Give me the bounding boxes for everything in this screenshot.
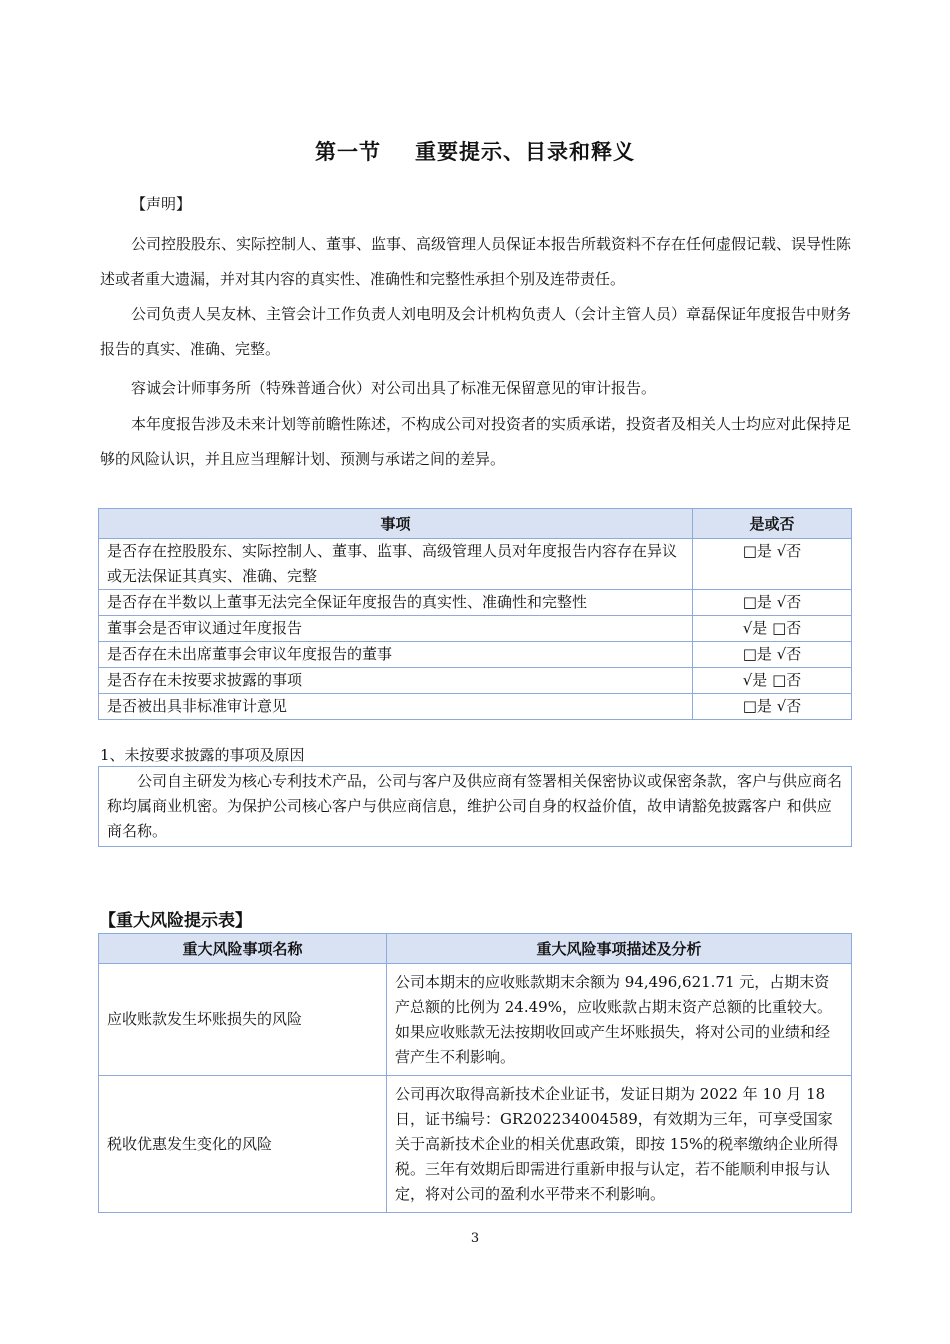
matters-table [98, 508, 852, 720]
declaration-paragraph-3: 容诚会计师事务所（特殊普通合伙）对公司出具了标准无保留意见的审计报告。 [131, 379, 657, 397]
matter-item: 是否存在未按要求披露的事项 [99, 668, 693, 694]
matter-answer: □是 √否 [693, 539, 852, 590]
table-row [99, 590, 852, 616]
table-row [99, 694, 852, 720]
declaration-paragraph-1: 公司控股股东、实际控制人、董事、监事、高级管理人员保证本报告所载资料不存在任何虚假记载、误导性陈述或者重大遗漏，并对其内容的真实性、准确性和完整性承担个别及连带责任。 [100, 235, 852, 288]
risk-name: 税收优惠发生变化的风险 [99, 1076, 387, 1213]
section-name: 重要提示、目录和释义 [415, 140, 635, 164]
undisclosed-label: 1、未按要求披露的事项及原因 [100, 746, 305, 764]
matter-answer: □是 √否 [693, 642, 852, 668]
matters-header-item: 事项 [99, 509, 693, 539]
matter-item: 是否存在控股股东、实际控制人、董事、监事、高级管理人员对年度报告内容存在异议或无法保证其真实、准确、完整 [99, 539, 693, 590]
table-row [99, 1076, 852, 1213]
matter-item: 是否存在未出席董事会审议年度报告的董事 [99, 642, 693, 668]
risk-header-name: 重大风险事项名称 [99, 934, 387, 964]
table-row [99, 616, 852, 642]
risk-description: 公司本期末的应收账款期末余额为 94,496,621.71 元，占期末资产总额的比例为 24.49%，应收账款占期末资产总额的比重较大。如果应收账款无法按期收回或产生坏账损失，将对公司的业绩和经营产生不利影响。 [387, 964, 852, 1076]
matter-answer: √是 □否 [693, 668, 852, 694]
table-row [99, 964, 852, 1076]
matter-item: 是否被出具非标准审计意见 [99, 694, 693, 720]
page-number: 3 [470, 1231, 480, 1246]
matter-answer: □是 √否 [693, 694, 852, 720]
matters-header-answer: 是或否 [693, 509, 852, 539]
declaration-label: 【声明】 [131, 195, 192, 213]
undisclosed-reason-text: 公司自主研发为核心专利技术产品，公司与客户及供应商有签署相关保密协议或保密条款，客户与供应商名称均属商业机密。为保护公司核心客户与供应商信息，维护公司自身的权益价值，故申请豁免披露客户 和供应商名称。 [107, 772, 843, 840]
undisclosed-reason-box [98, 766, 852, 847]
risk-header-desc: 重大风险事项描述及分析 [387, 934, 852, 964]
section-number: 第一节 [315, 140, 381, 164]
matter-item: 董事会是否审议通过年度报告 [99, 616, 693, 642]
risk-name: 应收账款发生坏账损失的风险 [99, 964, 387, 1076]
declaration-paragraph-2: 公司负责人吴友林、主管会计工作负责人刘电明及会计机构负责人（会计主管人员）章磊保证年度报告中财务报告的真实、准确、完整。 [100, 305, 852, 358]
risk-table-heading: 【重大风险提示表】 [99, 911, 252, 931]
matter-answer: √是 □否 [693, 616, 852, 642]
matter-item: 是否存在半数以上董事无法完全保证年度报告的真实性、准确性和完整性 [99, 590, 693, 616]
risk-table [98, 933, 852, 1213]
declaration-paragraph-4: 本年度报告涉及未来计划等前瞻性陈述，不构成公司对投资者的实质承诺，投资者及相关人士均应对此保持足够的风险认识，并且应当理解计划、预测与承诺之间的差异。 [100, 415, 852, 468]
risk-description: 公司再次取得高新技术企业证书，发证日期为 2022 年 10 月 18 日，证书编号：GR202234004589，有效期为三年，可享受国家关于高新技术企业的相关优惠政策，即按 15%的税率缴纳企业所得税。三年有效期后即需进行重新申报与认定，若不能顺利申报与认定，将对公司的盈利水平带来不利影响。 [387, 1076, 852, 1213]
section-title [0, 136, 950, 166]
table-row [99, 642, 852, 668]
table-row [99, 539, 852, 590]
matter-answer: □是 √否 [693, 590, 852, 616]
table-row [99, 668, 852, 694]
